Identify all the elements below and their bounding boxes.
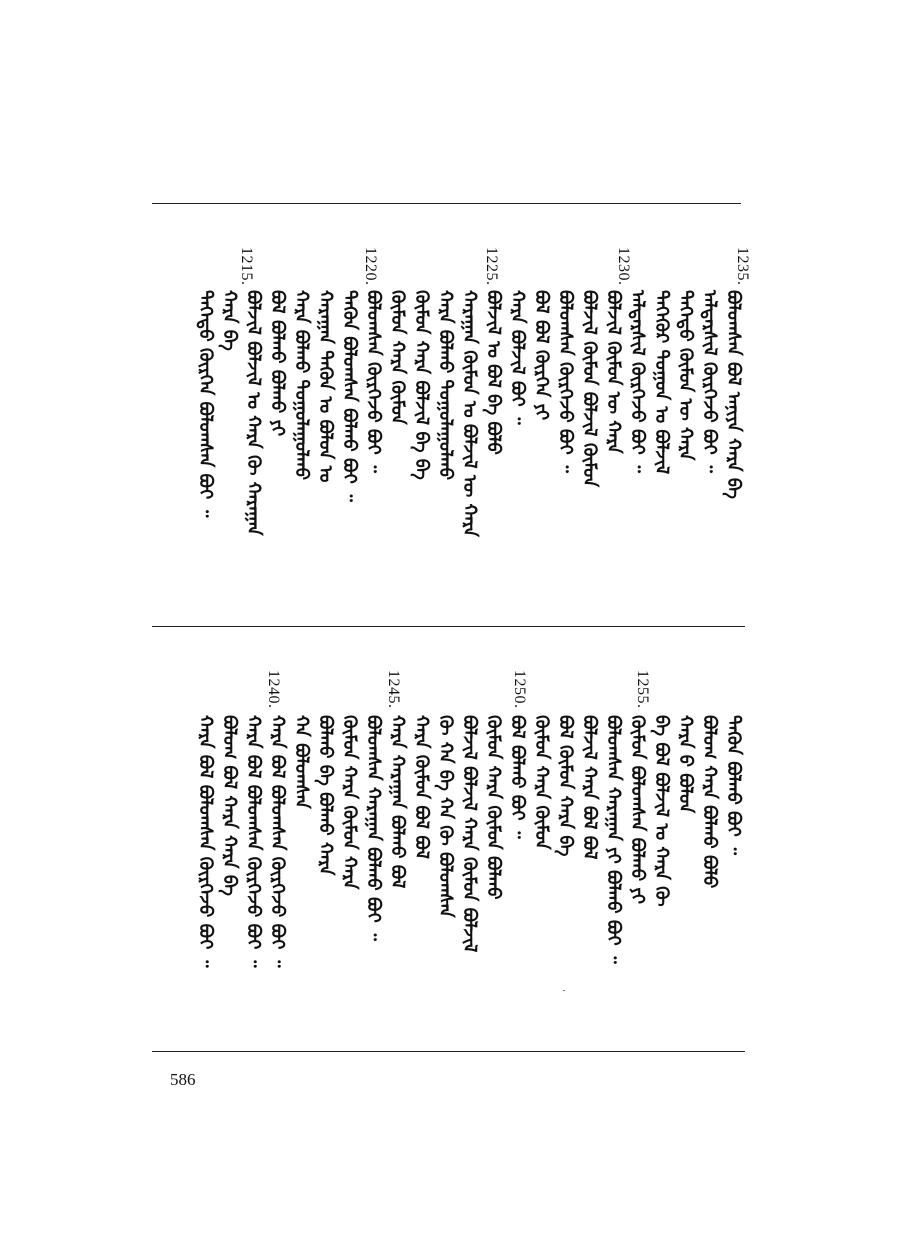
verse-line: ᠬᠦᠮᠦᠨ ᠬᠠᠷᠠ ᠬᠦᠮᠦᠨ ᠪᠣᠯᠬᠤ bbox=[483, 715, 504, 900]
verse-line: ᠬᠠᠷᠠ ᠪᠣᠯᠬᠤ ᠲᠣᠭᠣᠯᠠᠭᠤᠯᠬᠤ bbox=[291, 290, 312, 480]
scan-speck bbox=[563, 990, 565, 991]
verse-line: ᠬᠦᠮᠦᠨ ᠬᠠᠷᠠ ᠪᠣᠯᠵᠢᠯ ᠪᠠ ᠪᠠ bbox=[411, 290, 432, 480]
verse-line: ᠪᠣᠯᠬᠤ ᠪᠠ ᠪᠣᠯᠬᠤ ᠬᠠᠷᠠ bbox=[315, 715, 336, 876]
verse-line: ᠬᠦᠮᠦᠨ ᠪᠣᠯᠣᠭᠰᠠᠨ ᠪᠣᠯᠬᠤ ᠶᠢ bbox=[627, 715, 648, 904]
verse-line: ᠪᠣᠯ ᠪᠣᠯ ᠬᠦᠷᠭᠡᠨ ᠶᠢ bbox=[531, 290, 552, 421]
verse-line: ᠪᠣᠯ ᠪᠣᠯᠬᠤ ᠪᠣᠯᠬᠤ ᠶᠢ bbox=[267, 290, 288, 437]
verse-line: ᠬᠦᠮᠦᠨ ᠬᠠᠷᠠ ᠬᠦᠮᠦᠨ ᠬᠠᠷᠠ bbox=[339, 715, 360, 890]
line-number: 1255. bbox=[634, 670, 651, 709]
line-number: 1235. bbox=[734, 247, 751, 286]
verse-line: ᠪᠣᠯᠵᠢᠯ ᠬᠦᠮᠦᠨ ᠪᠣᠯᠵᠢᠯ ᠬᠦᠮᠦᠨ bbox=[579, 290, 600, 488]
line-number: 1250. bbox=[511, 670, 528, 709]
verse-line: ᠪᠣᠯ ᠪᠣᠯᠬᠤ ᠪᠣᠢ ᠃ bbox=[507, 715, 528, 839]
verse-line: ᠬᠠᠷᠠᠭᠠᠨ ᠬᠦᠮᠦᠨ ᠤ ᠪᠣᠯᠵᠢᠯ ᠦ ᠬᠠᠷᠠ bbox=[459, 290, 480, 537]
verse-line: ᠬᠠᠷᠠ ᠪᠠ bbox=[219, 290, 240, 351]
verse-line: ᠪᠣᠯᠵᠢᠯ ᠪᠣᠯᠵᠢᠯ ᠬᠠᠷᠠ ᠬᠦᠮᠦᠨ ᠪᠣᠯᠵᠢᠯ bbox=[459, 715, 480, 953]
verse-line: ᠬᠦᠮᠦᠨ ᠬᠠᠷᠠ ᠬᠦᠮᠦᠨ bbox=[531, 715, 552, 850]
verse-line: ᠠᠯᠳᠠᠷᠰᠢᠯ ᠬᠦᠷᠭᠡᠵᠦ ᠪᠣᠢ ᠃ bbox=[699, 290, 720, 473]
verse-line: ᠬᠦᠮᠦᠨ ᠬᠠᠷᠠ ᠬᠦᠮᠦᠨ bbox=[387, 290, 408, 425]
verse-line: ᠪᠣᠯᠣᠭ ᠬᠠᠷᠠ ᠪᠣᠯᠬᠤ ᠪᠣᠯᠣ bbox=[699, 715, 720, 889]
verse-line: ᠬᠠᠷᠠ ᠬᠦᠮᠦᠨ ᠪᠣᠯ ᠪᠣᠯ bbox=[411, 715, 432, 860]
verse-line: ᠬᠠᠷᠠ ᠪᠣᠯ ᠪᠣᠯᠣᠭᠰᠠᠨ ᠬᠦᠷᠭᠡᠵᠦ ᠪᠣᠢ ᠃ bbox=[195, 715, 216, 968]
verse-line: ᠲᠡᠭᠦᠨ ᠪᠣᠯᠣᠭᠰᠠᠨ ᠪᠣᠯᠬᠤ ᠪᠣᠢ ᠃ bbox=[339, 290, 360, 502]
verse-line: ᠬᠦ ᠬᠠ ᠪᠠ ᠬᠠ ᠬᠦ ᠪᠣᠯᠣᠭᠰᠠᠨ bbox=[435, 715, 456, 918]
verse-line: ᠪᠣᠯᠣᠭᠰᠠᠨ ᠬᠦᠷᠭᠡᠵᠦ ᠪᠣᠢ ᠃ bbox=[555, 290, 576, 473]
verse-line: ᠪᠣᠯᠣᠭᠰᠠᠨ ᠪᠣᠯ ᠠᠨᠢᠶᠠ ᠬᠠᠷᠠ ᠪᠠ bbox=[723, 290, 744, 499]
line-number: 1220. bbox=[362, 247, 379, 286]
verse-line: ᠬᠠᠷᠠᠭᠠᠨ ᠲᠡᠭᠦᠨ ᠤ ᠪᠣᠯᠣᠨ ᠤ bbox=[315, 290, 336, 483]
page-number: 586 bbox=[170, 1070, 196, 1089]
verse-line: ᠳᠡᠭᠡᠳᠦ ᠬᠦᠷᠭᠡᠨ ᠪᠣᠯᠣᠭᠰᠠᠨ ᠪᠣᠢ ᠃ bbox=[195, 290, 216, 518]
bottom-rule bbox=[152, 1051, 745, 1052]
verse-line: ᠪᠣᠯᠣᠭᠰᠠᠨ ᠬᠠᠷᠠᠭᠠᠨ ᠪᠣᠯᠬᠤ ᠪᠣᠢ ᠃ bbox=[363, 715, 384, 941]
verse-line: ᠲᠡᠭᠦᠨ ᠪᠣᠯᠬᠤ ᠪᠣᠢ ᠃ bbox=[723, 715, 744, 855]
top-rule bbox=[152, 203, 741, 204]
verse-line: ᠳᠡᠭᠡᠳᠦ ᠬᠦᠮᠦᠨ ᠦ ᠬᠠᠷᠠ bbox=[675, 290, 696, 461]
verse-line: ᠬᠠ ᠪᠣᠯᠣᠭᠰᠠᠨ bbox=[291, 715, 312, 809]
verse-line: ᠬᠠᠷᠠ ᠪᠣᠯᠵᠢᠯ ᠪᠣᠢ ᠃ bbox=[507, 290, 528, 425]
line-number: 1225. bbox=[483, 247, 500, 286]
verse-line: ᠪᠣᠯᠵᠢᠯ ᠬᠠᠷᠠ ᠪᠣᠯ ᠪᠣᠯ bbox=[579, 715, 600, 860]
verse-line: ᠬᠠᠷᠠ ᠪᠣᠯ ᠪᠣᠯᠣᠭᠰᠠᠨ ᠬᠦᠷᠭᠡᠵᠦ ᠪᠣᠢ ᠃ bbox=[243, 715, 264, 968]
verse-line: ᠪᠣᠯᠵᠢᠯ ᠪᠣᠯᠵᠢᠯ ᠤ ᠬᠠᠷᠠ ᠬᠦ ᠬᠠᠷᠠᠭᠠᠨ bbox=[243, 290, 264, 536]
middle-rule bbox=[152, 626, 745, 627]
verse-line: ᠪᠣᠯᠣᠭ ᠪᠣᠯ ᠬᠠᠷᠠ ᠬᠠᠷᠠ ᠪᠠ bbox=[219, 715, 240, 896]
verse-line: ᠪᠣᠯᠵᠢᠯ ᠤ ᠪᠣᠯ ᠪᠠ ᠪᠣᠯᠣ bbox=[483, 290, 504, 455]
verse-line: ᠪᠣᠯ ᠬᠦᠮᠦᠨ ᠬᠠᠷᠠ ᠪᠠ bbox=[555, 715, 576, 857]
verse-line: ᠠᠯᠳᠠᠷᠰᠢᠯ ᠬᠦᠷᠭᠡᠵᠦ ᠪᠣᠢ ᠃ bbox=[627, 290, 648, 473]
line-number: 1215. bbox=[238, 247, 255, 286]
verse-line: ᠪᠠ ᠪᠣᠯ ᠪᠣᠯᠵᠢᠯ ᠤ ᠬᠠᠷᠠ ᠬᠦ bbox=[651, 715, 672, 907]
verse-line: ᠳᠡᠭᠡᠭᠦᠷ ᠲᠣᠭᠣᠨ ᠤ ᠪᠣᠯᠵᠢᠯ bbox=[651, 290, 672, 475]
verse-line: ᠬᠠᠷᠠ ᠪ ᠪᠣᠯᠣᠨ bbox=[675, 715, 696, 814]
verse-line: ᠪᠣᠯᠣᠭᠰᠠᠨ ᠬᠠᠷᠠᠭᠠᠨ ᠶᠢ ᠪᠣᠯᠬᠤ ᠪᠣᠢ ᠃ bbox=[603, 715, 624, 964]
verse-line: ᠪᠣᠯᠵᠢᠯ ᠬᠦᠮᠦᠨ ᠦ ᠬᠠᠷᠠ bbox=[603, 290, 624, 454]
line-number: 1245. bbox=[385, 670, 402, 709]
verse-line: ᠬᠠᠷᠠ ᠪᠣᠯ ᠪᠣᠯᠣᠭᠰᠠᠨ ᠬᠦᠷᠭᠡᠵᠦ ᠪᠣᠢ ᠃ bbox=[267, 715, 288, 968]
line-number: 1230. bbox=[615, 247, 632, 286]
verse-line: ᠬᠠᠷᠠ ᠪᠣᠯᠬᠤ ᠲᠣᠭᠣᠯᠠᠭᠤᠯᠬᠤ bbox=[435, 290, 456, 480]
verse-line: ᠪᠣᠯᠣᠭᠰᠠᠨ ᠬᠦᠷᠭᠡᠵᠦ ᠪᠣᠢ ᠃ bbox=[363, 290, 384, 473]
verse-line: ᠬᠠᠷᠠ ᠬᠠᠷᠠᠭᠠᠨ ᠪᠣᠯᠬᠤ ᠪᠣᠯ bbox=[387, 715, 408, 889]
line-number: 1240. bbox=[265, 670, 282, 709]
